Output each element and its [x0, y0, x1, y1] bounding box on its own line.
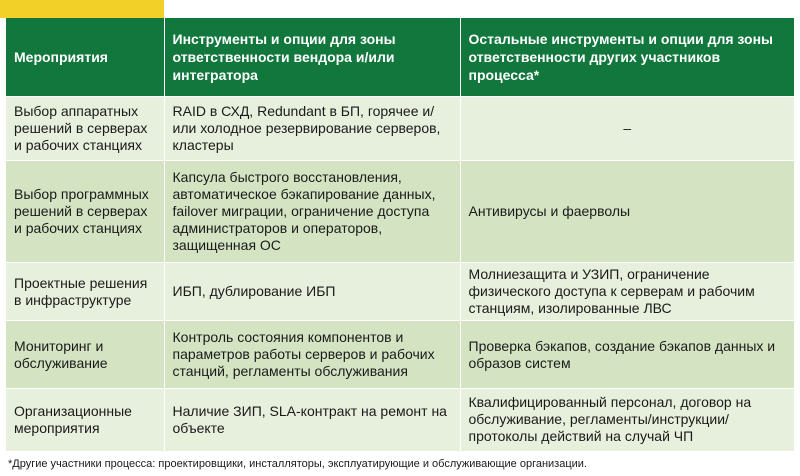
table-row: [6, 161, 794, 263]
event-cell: Выбор программных решений в серверах и рабочих станциях: [6, 161, 164, 263]
table-row: [6, 263, 794, 321]
event-cell: Выбор аппаратных решений в серверах и рабочих станциях: [6, 97, 164, 161]
other-tools-cell: –: [460, 97, 794, 161]
header-events: Мероприятия: [6, 18, 164, 97]
vendor-tools-cell: ИБП, дублирование ИБП: [164, 263, 460, 321]
accent-bar: [0, 0, 164, 18]
header-other-tools: Остальные инструменты и опции для зоны ответственности других участников процесса*: [460, 18, 794, 97]
other-tools-cell: Антивирусы и фаерволы: [460, 161, 794, 263]
vendor-tools-cell: RAID в СХД, Redundant в БП, горячее и/или холодное резервирование серверов, кластеры: [164, 97, 460, 161]
table-row: [6, 321, 794, 389]
vendor-tools-cell: Контроль состояния компонентов и параметров работы серверов и рабочих станций, регламенты обслуживания: [164, 321, 460, 389]
vendor-tools-cell: Капсула быстрого восстановления, автоматическое бэкапирование данных, failover миграции, ограничение доступа администраторов и операторов, защищенная ОС: [164, 161, 460, 263]
footnote: *Другие участники процесса: проектировщики, инсталляторы, эксплуатирующие и обслуживающие организации.: [8, 458, 587, 470]
event-cell: Проектные решения в инфраструктуре: [6, 263, 164, 321]
event-cell: Организационные мероприятия: [6, 389, 164, 451]
table-header-row: [6, 18, 794, 97]
measures-table: [6, 18, 794, 451]
other-tools-cell: Квалифицированный персонал, договор на обслуживание, регламенты/инструкции/протоколы действий на случай ЧП: [460, 389, 794, 451]
other-tools-cell: Молниезащита и УЗИП, ограничение физического доступа к серверам и рабочим станциям, изолированные ЛВС: [460, 263, 794, 321]
table-row: [6, 97, 794, 161]
header-vendor-tools: Инструменты и опции для зоны ответственности вендора и/или интегратора: [164, 18, 460, 97]
vendor-tools-cell: Наличие ЗИП, SLA-контракт на ремонт на объекте: [164, 389, 460, 451]
other-tools-cell: Проверка бэкапов, создание бэкапов данных и образов систем: [460, 321, 794, 389]
table-row: [6, 389, 794, 451]
event-cell: Мониторинг и обслуживание: [6, 321, 164, 389]
